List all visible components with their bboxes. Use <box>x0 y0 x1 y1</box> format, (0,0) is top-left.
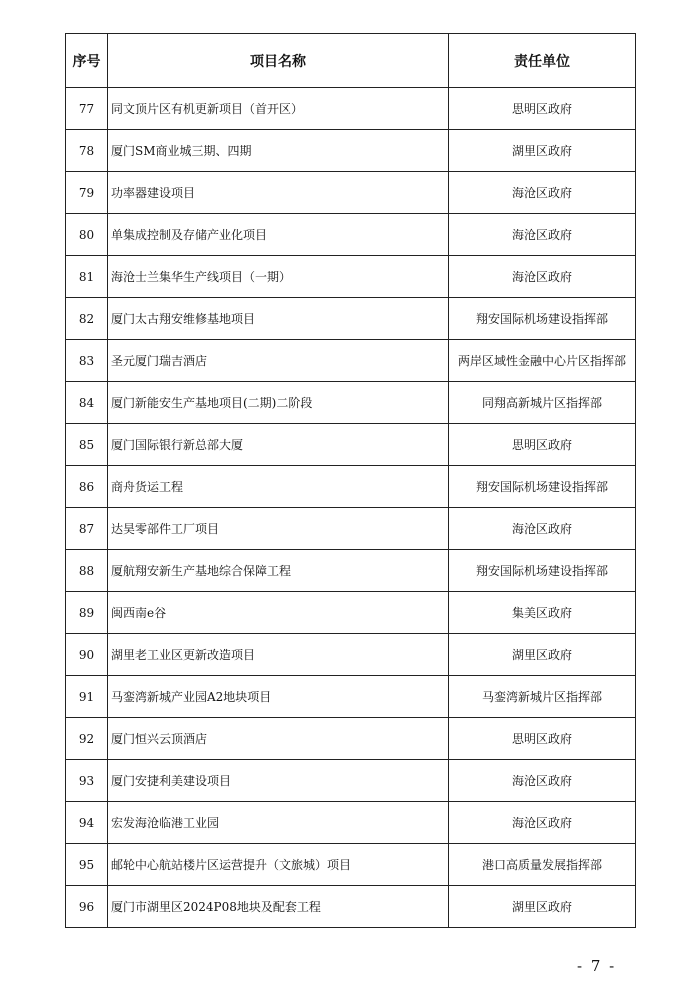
row-index: 91 <box>66 676 108 718</box>
table-row <box>66 802 636 844</box>
row-responsible-unit: 湖里区政府 <box>449 886 636 928</box>
row-index: 79 <box>66 172 108 214</box>
table-row <box>66 844 636 886</box>
row-project-name: 厦门国际银行新总部大厦 <box>108 424 449 466</box>
row-index: 96 <box>66 886 108 928</box>
row-project-name: 马銮湾新城产业园A2地块项目 <box>108 676 449 718</box>
table-row <box>66 886 636 928</box>
row-project-name: 厦门SM商业城三期、四期 <box>108 130 449 172</box>
row-index: 87 <box>66 508 108 550</box>
row-project-name: 单集成控制及存储产业化项目 <box>108 214 449 256</box>
row-index: 82 <box>66 298 108 340</box>
table-row <box>66 466 636 508</box>
table-header-row <box>66 34 636 88</box>
row-index: 95 <box>66 844 108 886</box>
page-number: - 7 - <box>577 957 617 975</box>
table-row <box>66 298 636 340</box>
table-row <box>66 676 636 718</box>
table-row <box>66 256 636 298</box>
row-responsible-unit: 湖里区政府 <box>449 130 636 172</box>
row-index: 88 <box>66 550 108 592</box>
row-project-name: 宏发海沧临港工业园 <box>108 802 449 844</box>
row-index: 92 <box>66 718 108 760</box>
table-row <box>66 424 636 466</box>
row-project-name: 厦门市湖里区2024P08地块及配套工程 <box>108 886 449 928</box>
row-project-name: 邮轮中心航站楼片区运营提升（文旅城）项目 <box>108 844 449 886</box>
header-index: 序号 <box>66 34 108 88</box>
row-index: 78 <box>66 130 108 172</box>
row-responsible-unit: 集美区政府 <box>449 592 636 634</box>
row-responsible-unit: 港口高质量发展指挥部 <box>449 844 636 886</box>
row-index: 93 <box>66 760 108 802</box>
table-body <box>66 88 636 928</box>
row-responsible-unit: 海沧区政府 <box>449 214 636 256</box>
row-responsible-unit: 翔安国际机场建设指挥部 <box>449 550 636 592</box>
row-project-name: 厦航翔安新生产基地综合保障工程 <box>108 550 449 592</box>
row-index: 81 <box>66 256 108 298</box>
table-row <box>66 130 636 172</box>
row-project-name: 功率器建设项目 <box>108 172 449 214</box>
row-index: 84 <box>66 382 108 424</box>
row-project-name: 圣元厦门瑞吉酒店 <box>108 340 449 382</box>
row-responsible-unit: 翔安国际机场建设指挥部 <box>449 298 636 340</box>
table-row <box>66 634 636 676</box>
row-index: 80 <box>66 214 108 256</box>
row-index: 83 <box>66 340 108 382</box>
row-responsible-unit: 思明区政府 <box>449 424 636 466</box>
row-responsible-unit: 海沧区政府 <box>449 802 636 844</box>
header-project-name: 项目名称 <box>108 34 449 88</box>
table-row <box>66 760 636 802</box>
row-index: 89 <box>66 592 108 634</box>
table-row <box>66 88 636 130</box>
table-row <box>66 718 636 760</box>
row-project-name: 闽西南e谷 <box>108 592 449 634</box>
row-responsible-unit: 同翔高新城片区指挥部 <box>449 382 636 424</box>
row-project-name: 同文顶片区有机更新项目（首开区） <box>108 88 449 130</box>
table-row <box>66 592 636 634</box>
row-responsible-unit: 思明区政府 <box>449 718 636 760</box>
table-row <box>66 550 636 592</box>
table-row <box>66 172 636 214</box>
project-table <box>65 33 636 928</box>
row-responsible-unit: 湖里区政府 <box>449 634 636 676</box>
row-responsible-unit: 两岸区域性金融中心片区指挥部 <box>449 340 636 382</box>
row-index: 86 <box>66 466 108 508</box>
row-project-name: 厦门新能安生产基地项目(二期)二阶段 <box>108 382 449 424</box>
row-project-name: 厦门安捷利美建设项目 <box>108 760 449 802</box>
row-index: 85 <box>66 424 108 466</box>
row-responsible-unit: 海沧区政府 <box>449 256 636 298</box>
row-responsible-unit: 海沧区政府 <box>449 760 636 802</box>
table-row <box>66 508 636 550</box>
row-responsible-unit: 海沧区政府 <box>449 508 636 550</box>
row-responsible-unit: 马銮湾新城片区指挥部 <box>449 676 636 718</box>
header-responsible-unit: 责任单位 <box>449 34 636 88</box>
table-row <box>66 382 636 424</box>
row-project-name: 厦门恒兴云顶酒店 <box>108 718 449 760</box>
row-project-name: 厦门太古翔安维修基地项目 <box>108 298 449 340</box>
row-index: 90 <box>66 634 108 676</box>
row-project-name: 商舟货运工程 <box>108 466 449 508</box>
row-index: 77 <box>66 88 108 130</box>
row-responsible-unit: 思明区政府 <box>449 88 636 130</box>
table-row <box>66 214 636 256</box>
table-row <box>66 340 636 382</box>
row-responsible-unit: 海沧区政府 <box>449 172 636 214</box>
row-project-name: 湖里老工业区更新改造项目 <box>108 634 449 676</box>
row-responsible-unit: 翔安国际机场建设指挥部 <box>449 466 636 508</box>
row-index: 94 <box>66 802 108 844</box>
row-project-name: 达昊零部件工厂项目 <box>108 508 449 550</box>
row-project-name: 海沧士兰集华生产线项目（一期） <box>108 256 449 298</box>
